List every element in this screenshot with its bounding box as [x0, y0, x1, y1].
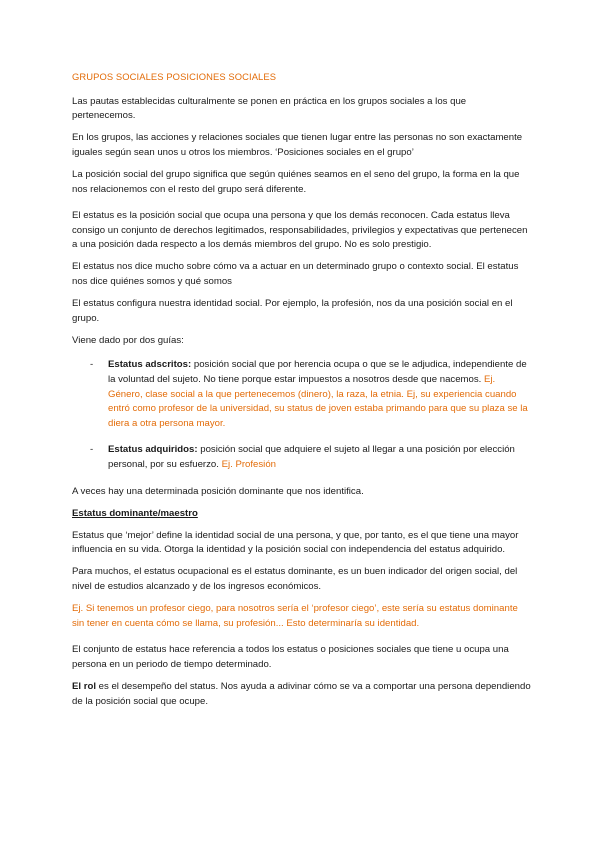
- paragraph-7: Viene dado por dos guías:: [72, 334, 184, 346]
- term-adscritos: Estatus adscritos:: [108, 359, 192, 371]
- paragraph-5: El estatus nos dice mucho sobre cómo va a actuar en un determinado grupo o contexto social. El estatus nos dice quiénes somos y qué somos: [72, 261, 519, 288]
- paragraph-11-example: Ej. Si tenemos un profesor ciego, para nosotros sería el ‘profesor ciego’, este sería su estatus dominante sin tener en cuenta cómo se llama, su profesión... Esto determinaría su identidad.: [72, 603, 518, 629]
- paragraph-3: La posición social del grupo significa que según quiénes seamos en el seno del grupo, la forma en la que nos relacionemos con el resto del grupo será diferente.: [72, 168, 520, 195]
- paragraph-13: [72, 680, 532, 709]
- list-item-adquiridos: [72, 443, 532, 472]
- document-title: GRUPOS SOCIALES POSICIONES SOCIALES: [72, 71, 277, 82]
- status-type-list: [72, 358, 532, 472]
- term-adquiridos: Estatus adquiridos:: [108, 444, 198, 456]
- paragraph-8: A veces hay una determinada posición dominante que nos identifica.: [72, 485, 364, 497]
- term-rol: El rol: [72, 681, 96, 692]
- list-dash: -: [90, 359, 94, 371]
- paragraph-1: Las pautas establecidas culturalmente se ponen en práctica en los grupos sociales a los que pertenecemos.: [72, 95, 467, 122]
- document-page: [72, 70, 532, 717]
- list-dash: -: [90, 444, 94, 456]
- definition-rol: es el desempeño del status. Nos ayuda a adivinar cómo se va a comportar una persona dependiendo de la posición social que ocupe.: [72, 681, 531, 707]
- paragraph-9: Estatus que ‘mejor’ define la identidad social de una persona, y que, por tanto, es el que tiene una mayor influencia en su vida. Otorga la identidad y la posición social con independencia del estatus adquirido.: [72, 529, 519, 556]
- list-item-adscritos: [72, 358, 532, 431]
- paragraph-6: El estatus configura nuestra identidad social. Por ejemplo, la profesión, nos da una posición social en el grupo.: [72, 298, 513, 324]
- definition-adquiridos: posición social que adquiere el sujeto al llegar a una posición por elección personal, por su esfuerzo.: [108, 444, 515, 470]
- paragraph-4: El estatus es la posición social que ocupa una persona y que los demás reconocen. Cada estatus lleva consigo un conjunto de derechos legitimados, responsabilidades, privilegios y expectativas que pertenecen a una posición dada respecto a los demás miembros del grupo. No es solo prestigio.: [72, 210, 528, 251]
- example-adscritos: Ej. Género, clase social a la que pertenecemos (dinero), la raza, la etnia. Ej, su experiencia cuando entró como profesor de la universidad, su status de joven estaba primando para que su plaza se la diera a otra persona mayor.: [108, 374, 528, 429]
- definition-adscritos: posición social que por herencia ocupa o que se le adjudica, independiente de la voluntad del sujeto. No tiene porque estar impuestos a nosotros desde que nacemos.: [108, 359, 527, 385]
- paragraph-2: En los grupos, las acciones y relaciones sociales que tienen lugar entre las personas no son exactamente iguales según sean unos u otros los miembros. ‘Posiciones sociales en el grupo’: [72, 132, 523, 158]
- paragraph-10: Para muchos, el estatus ocupacional es el estatus dominante, es un buen indicador del origen social, del nivel de estudios alcanzado y de los ingresos económicos.: [72, 566, 518, 593]
- subheading-estatus-dominante: Estatus dominante/maestro: [72, 507, 198, 519]
- paragraph-12: El conjunto de estatus hace referencia a todos los estatus o posiciones sociales que tiene u ocupa una persona en un periodo de tiempo determinado.: [72, 644, 509, 670]
- example-adquiridos: Ej. Profesión: [221, 458, 276, 470]
